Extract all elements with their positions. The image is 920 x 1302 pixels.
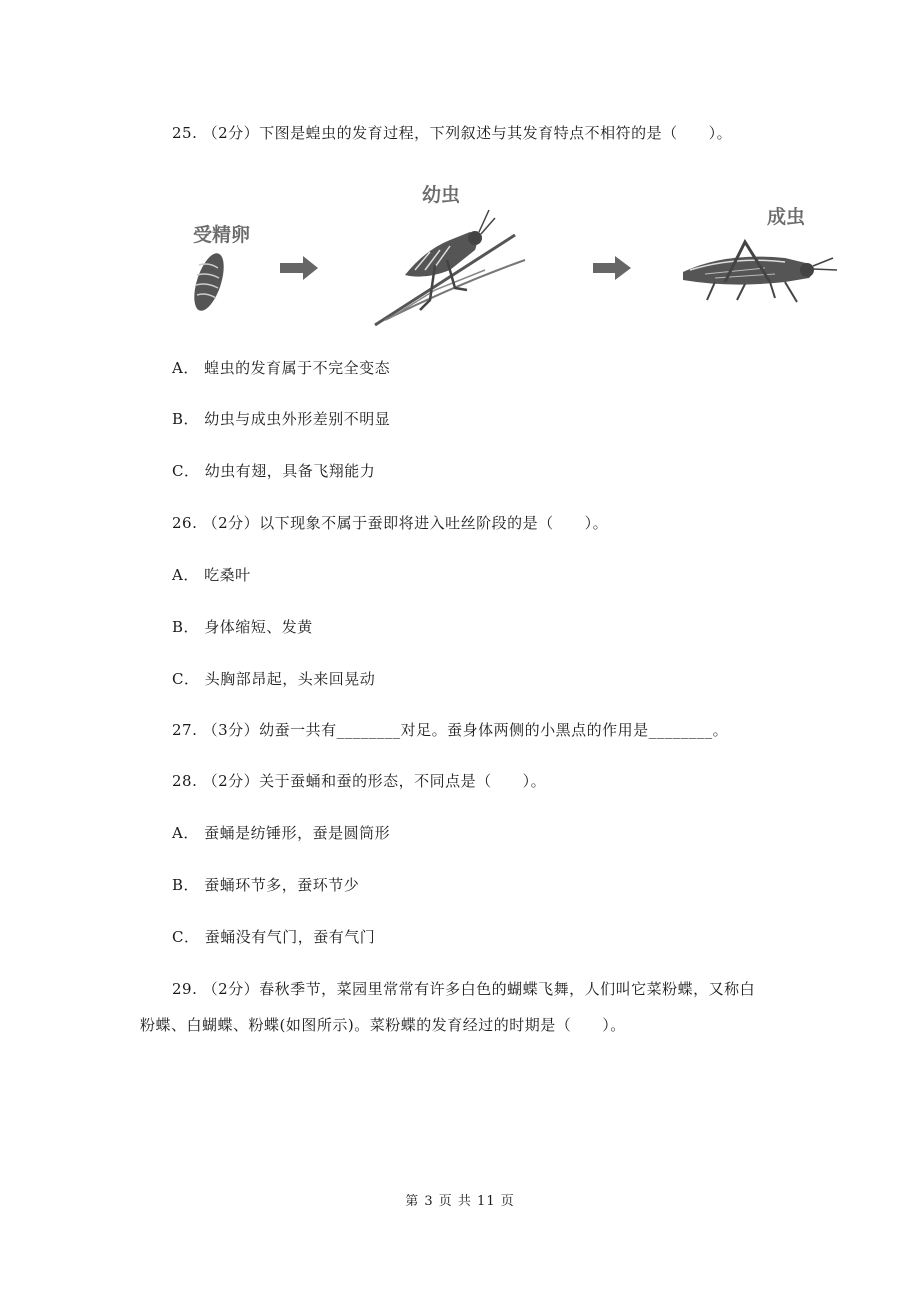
- question-28-option-b: B． 蚕蛹环节多，蚕环节少: [172, 876, 360, 894]
- arrow-icon: [280, 256, 318, 280]
- question-25-option-a: A． 蝗虫的发育属于不完全变态: [172, 359, 391, 377]
- arrow-icon: [593, 256, 631, 280]
- question-28-stem: 28. （2分）关于蚕蛹和蚕的形态，不同点是（ ）。: [172, 772, 547, 790]
- question-26-option-c: C． 头胸部昂起，头来回晃动: [172, 670, 376, 688]
- locust-development-diagram: [185, 170, 845, 345]
- question-28-option-a: A． 蚕蛹是纺锤形，蚕是圆筒形: [172, 824, 391, 842]
- page-footer: 第 3 页 共 11 页: [405, 1194, 515, 1209]
- nymph-illustration: [375, 210, 525, 325]
- adult-illustration: [683, 242, 837, 302]
- question-29-stem-line-2: 粉蝶、白蝴蝶、粉蝶(如图所示)。菜粉蝶的发育经过的时期是（ ）。: [140, 1016, 626, 1034]
- question-25-option-c: C． 幼虫有翅，具备飞翔能力: [172, 462, 376, 480]
- question-26-option-a: A． 吃桑叶: [172, 566, 251, 584]
- question-26-stem: 26. （2分）以下现象不属于蚕即将进入吐丝阶段的是（ ）。: [172, 514, 609, 532]
- question-25-option-b: B． 幼虫与成虫外形差别不明显: [172, 410, 391, 428]
- question-26-option-b: B． 身体缩短、发黄: [172, 618, 313, 636]
- locust-development-figure: [185, 170, 845, 345]
- question-27-stem: 27. （3分）幼蚕一共有________对足。蚕身体两侧的小黑点的作用是________。: [172, 721, 729, 739]
- adult-label: 成虫: [767, 206, 806, 228]
- question-28-option-c: C． 蚕蛹没有气门，蚕有气门: [172, 928, 376, 946]
- question-25-stem: 25. （2分）下图是蝗虫的发育过程，下列叙述与其发育特点不相符的是（ ）。: [172, 124, 733, 142]
- egg-label: 受精卵: [193, 224, 251, 246]
- egg-illustration: [188, 250, 229, 314]
- question-29-stem-line-1: 29. （2分）春秋季节，菜园里常常有许多白色的蝴蝶飞舞，人们叫它菜粉蝶，又称白: [172, 980, 756, 998]
- nymph-label: 幼虫: [422, 184, 461, 206]
